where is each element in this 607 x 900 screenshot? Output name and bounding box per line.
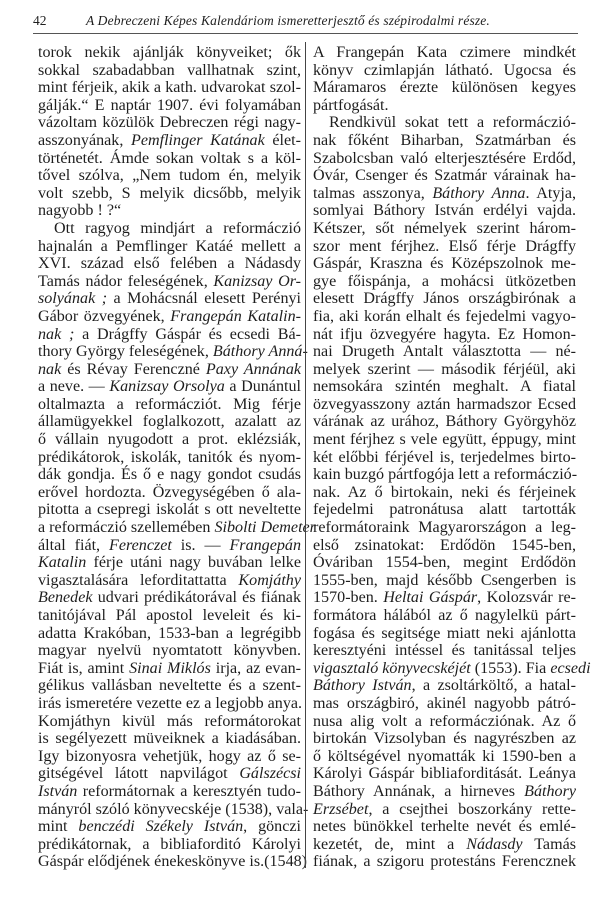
text-line — [38, 308, 301, 326]
text-line — [313, 343, 576, 361]
text-line — [38, 625, 301, 643]
text-line — [38, 343, 308, 361]
text-line — [313, 449, 576, 467]
text-run: által fiát, — [38, 536, 109, 554]
text-line — [313, 748, 576, 766]
text-line — [38, 326, 301, 344]
text-run: mint — [38, 818, 79, 836]
text-line — [313, 150, 576, 168]
text-run: asszonyának, — [38, 131, 132, 149]
text-run: 1555-ben, majd később Csengerben is — [313, 571, 576, 589]
italic-text-run: Ferenczet — [109, 536, 172, 554]
text-run: államügyekkel foglalkozott, azalatt az — [38, 413, 301, 431]
text-line — [313, 202, 576, 220]
text-run: thory György feleségének, — [38, 343, 213, 361]
text-run: özvegyasszony aztán harmadszor Ecsed — [313, 395, 576, 413]
text-line — [313, 519, 576, 537]
text-run: , a zsoltárköltő, a hatal- — [411, 677, 577, 695]
text-run: Tamás — [522, 835, 576, 853]
text-line — [313, 466, 576, 484]
text-run: vázoltam közülök Debreczen régi nagy- — [38, 114, 301, 132]
text-line — [38, 220, 301, 238]
text-line — [313, 167, 576, 185]
text-line — [38, 132, 301, 150]
text-line — [38, 853, 308, 871]
text-line — [313, 554, 576, 572]
text-line — [313, 326, 576, 344]
text-run: reformátoraink Magyarországon a leg- — [313, 519, 576, 537]
text-run: tővel szólva, „Nem tudom én, melyik — [38, 167, 301, 185]
text-line — [313, 431, 576, 449]
text-line — [313, 378, 576, 396]
text-line — [38, 660, 301, 678]
text-run: Rendkivül sokat tett a reformáczió- — [329, 114, 576, 132]
running-title: A Debreczeni Képes Kalendáriom ismeretterjesztő és szépirodalmi része. — [86, 13, 490, 28]
text-run: nai Drugeth Antalt választotta — né- — [313, 343, 576, 361]
text-line — [313, 695, 576, 713]
text-run: a Dunántul — [224, 378, 301, 396]
text-line — [313, 730, 576, 748]
text-line — [313, 132, 576, 150]
text-line — [38, 290, 301, 308]
italic-text-run: Pemflinger Katának — [131, 131, 265, 149]
text-line — [313, 659, 591, 678]
italic-text-run: benczédi Székely István — [78, 818, 244, 836]
italic-text-run: nak ; — [38, 325, 75, 343]
text-line — [313, 185, 576, 203]
text-line — [313, 677, 576, 695]
text-run: Károlyi Gáspár bibliaforditását. Leánya — [313, 765, 576, 783]
text-run: (1553). Fia — [470, 659, 551, 677]
text-run: Fiát is, amint — [38, 659, 130, 677]
text-run: melyek szerint — második férjéül, aki — [313, 360, 576, 378]
text-run: élet- — [264, 131, 301, 149]
text-run: magyar nyelvü nyomtatott könyvben. — [38, 642, 301, 660]
italic-text-run: Gálszécsi — [239, 765, 301, 783]
text-run: 1570-ben. — [313, 589, 384, 607]
text-line — [313, 484, 576, 502]
text-run: kain buzgó pártfogója lett a reformáczió- — [313, 466, 578, 484]
text-run: ment férjhez s vele együtt, éppugy, mint — [313, 431, 576, 449]
italic-text-run: Frangepán Katalin- — [170, 307, 301, 325]
text-run: irja, az evan- — [210, 659, 301, 677]
text-line — [38, 202, 301, 220]
text-run: elesett Drágffy János országbirónak a — [313, 290, 576, 308]
text-line — [313, 501, 576, 519]
text-line — [313, 273, 576, 291]
text-run: nak főként Biharban, Szatmárban és — [313, 131, 576, 149]
italic-text-run: Komjáthy — [238, 571, 301, 589]
italic-text-run: Katalin — [38, 554, 87, 572]
text-run: mint férjeik, akik a kath. udvarokat szol- — [38, 79, 301, 97]
italic-text-run: Kanizsay Orsolya — [109, 378, 225, 396]
text-line — [38, 44, 301, 62]
text-run: Máramaros érezte különösen kegyes — [313, 79, 576, 97]
text-line — [38, 378, 301, 396]
italic-text-run: Frangepán — [229, 536, 301, 554]
text-line — [313, 642, 576, 660]
text-run: netes bünökkel terhelte nevét és emlé- — [313, 818, 576, 836]
text-line — [38, 748, 301, 766]
text-run: ő vállain nyugodott a prot. eklézsiák, — [38, 431, 301, 449]
text-run: a Mohácsnál elesett Perényi — [107, 290, 302, 308]
text-run: vigasztalására leforditattatta — [38, 571, 239, 589]
text-line — [38, 501, 301, 519]
text-run: XVI. század első felében a Nádasdy — [38, 255, 301, 273]
text-run: pitotta a csepregi iskolát s ott neveltette — [38, 501, 301, 519]
right-text-column — [313, 44, 591, 871]
text-run: gitségével látott napvilágot — [38, 765, 240, 783]
page-number: 42 — [33, 13, 47, 28]
text-line — [38, 713, 301, 731]
text-line — [38, 695, 301, 713]
text-line — [38, 413, 301, 431]
text-line — [313, 255, 576, 273]
text-line — [38, 238, 301, 256]
text-run: gálják.“ E naptár 1907. évi folyamában — [38, 96, 301, 114]
text-run: a Drágffy Gáspár és ecsedi Bá- — [74, 325, 301, 343]
text-run: két előbbi férjével is, terjedelmes birto- — [313, 448, 576, 466]
text-run: mas országbiró, akinél nagyobb pátró- — [313, 694, 576, 712]
text-run: prédikátorok, iskolák, tanitók és nyom- — [38, 448, 301, 466]
text-run: tanitójával Pál apostol leveleit és ki- — [38, 607, 301, 624]
text-line — [313, 97, 576, 115]
text-run: mányról szóló könyvecskéje (1538), vala- — [38, 800, 309, 818]
text-run: a reformáczió szellemében — [38, 519, 215, 537]
text-line — [38, 519, 316, 537]
text-run: nak. Az ő birtokain, neki és férjeinek — [313, 483, 576, 501]
text-run: , a csejthei boszorkány rette- — [368, 800, 576, 818]
italic-text-run: Heltai Gáspár — [383, 589, 478, 607]
text-run: reformátornak a keresztyén tudo- — [77, 782, 301, 800]
text-run: férje utáni nagy buvában lelke — [86, 554, 301, 572]
text-line — [38, 677, 301, 695]
text-line — [38, 150, 301, 168]
text-line — [313, 801, 576, 819]
text-line — [313, 413, 576, 431]
text-run: ő költségével nyomatták ki 1590-ben a — [313, 747, 576, 765]
italic-text-run: nak — [38, 360, 62, 378]
text-line — [313, 572, 576, 590]
text-line — [38, 572, 301, 590]
italic-text-run: Báthory — [524, 782, 576, 800]
text-line — [313, 79, 576, 97]
text-line — [38, 185, 301, 203]
text-line — [313, 818, 576, 836]
text-run: gye főispánja, a mohácsi ütközetben — [313, 272, 576, 290]
text-run: sokkal szabadabban vallhatnak szint, — [38, 61, 301, 79]
text-line — [38, 730, 301, 748]
text-line — [313, 220, 576, 238]
text-run: szor ment férjhez. Első férje Drágffy — [313, 237, 576, 255]
text-line — [38, 589, 301, 607]
text-run: fogása és segitsége miatt neki ajánlotta — [313, 624, 576, 642]
italic-text-run: Báthory István — [313, 677, 412, 695]
text-line — [38, 537, 301, 555]
text-line — [38, 836, 301, 854]
text-run: hajnalán a Pemflinger Katáé mellett a — [38, 237, 301, 255]
text-line — [313, 44, 576, 62]
text-line — [38, 800, 309, 819]
text-run: A Frangepán Kata czimere mindkét — [313, 44, 576, 61]
text-line — [38, 765, 301, 783]
text-run: birtokán Vizsolyban és nagyrészben az — [313, 730, 576, 748]
text-line — [38, 114, 301, 132]
text-line — [38, 449, 301, 467]
text-line — [313, 713, 576, 731]
page-header — [33, 11, 578, 33]
italic-text-run: Paxy Annának — [205, 360, 302, 378]
italic-text-run: Báthory Anná- — [212, 343, 308, 361]
text-run: . Atyja, — [525, 184, 576, 202]
text-run: kezetét, de, mint a — [313, 835, 467, 853]
text-run: Gábor özvegyének, — [38, 307, 171, 325]
text-line — [38, 255, 301, 273]
text-run: Báthory Annának, a hirneves — [313, 782, 525, 800]
text-line — [313, 361, 576, 379]
italic-text-run: Benedek — [38, 589, 93, 607]
text-line — [313, 783, 576, 801]
italic-text-run: Erzsébet — [313, 800, 369, 818]
text-line — [313, 114, 576, 132]
text-run: Ott ragyog mindjárt a reformáczió — [54, 219, 301, 237]
text-run: Kétszer, sőt némelyek szerint három- — [313, 219, 576, 237]
text-run: udvari prédikátorával és fiának — [92, 589, 301, 607]
text-line — [313, 308, 576, 326]
text-line — [38, 642, 301, 660]
text-run: pártfogását. — [313, 96, 389, 114]
text-run: dák gondja. És ő e nagy gondot csudás — [38, 466, 301, 484]
text-run: irás ismeretére vezette ez a legjobb anya. — [38, 694, 303, 712]
text-line — [313, 625, 576, 643]
italic-text-run: Báthory Anna — [432, 184, 526, 202]
text-run: és Révay Ferenczné — [61, 360, 206, 378]
text-line — [38, 167, 301, 185]
text-line — [38, 273, 301, 291]
text-line — [38, 62, 301, 80]
text-run: formátora hálából az ő nagylelkü párt- — [313, 607, 576, 624]
text-line — [313, 537, 576, 555]
text-run: is. — — [171, 536, 230, 554]
text-line — [38, 607, 301, 625]
text-line — [38, 79, 301, 97]
text-run: a neve. — — [38, 378, 110, 396]
text-run: erővel hordozta. Özvegységében ő ala- — [38, 483, 301, 501]
text-line — [38, 431, 301, 449]
text-run: fia, aki korán elhalt és fejedelmi vagyo- — [313, 307, 576, 325]
text-run: könyv czimlapján látható. Ugocsa és — [313, 61, 576, 79]
text-run: talmas asszonya, — [313, 184, 433, 202]
text-line — [38, 361, 301, 379]
text-line — [313, 765, 576, 783]
italic-text-run: vigasztaló könyvecskéjét — [313, 659, 471, 677]
text-run: , gönczi — [243, 818, 301, 836]
text-line — [38, 554, 301, 572]
text-run: nusa alig volt a reformácziónak. Az ő — [313, 712, 576, 730]
text-run: első zsinatokat: Erdődön 1545-ben, — [313, 536, 576, 554]
text-line — [38, 97, 301, 115]
text-line — [313, 290, 576, 308]
text-line — [38, 818, 301, 836]
text-run: gélikus vallásban neveltette és a szent- — [38, 677, 301, 695]
text-run: várának az urához, Báthory Györgyhöz — [313, 413, 576, 431]
text-line — [313, 396, 576, 414]
header-rule — [33, 33, 578, 34]
text-line — [313, 836, 576, 854]
text-line — [313, 607, 576, 625]
text-run: volt szebb, S melyik dicsőbb, melyik — [38, 184, 301, 202]
italic-text-run: Kanizsay Or- — [213, 272, 301, 290]
text-run: Tamás nádor feleségének, — [38, 272, 214, 290]
text-run: oltalmazta a reformácziót. Mig férje — [38, 395, 301, 413]
italic-text-run: Nádasdy — [466, 835, 523, 853]
text-run: Óváriban 1554-ben, megint Erdődön — [313, 554, 576, 572]
text-line — [38, 466, 301, 484]
italic-text-run: István — [38, 782, 78, 800]
text-run: Szabolcsban való elterjesztésére Erdőd, — [313, 149, 576, 167]
text-line — [313, 589, 576, 607]
text-run: is segélyezett müveiknek a kiadásában. — [38, 730, 301, 748]
text-run: Komjáthyn kivül más reformátorokat — [38, 712, 301, 730]
text-line — [313, 853, 576, 871]
column-divider — [305, 42, 306, 868]
text-run: prédikátornak, a bibliaforditó Károlyi — [38, 835, 301, 853]
text-run: nagyobb ! ?“ — [38, 202, 122, 220]
text-run: torok nekik ajánlják könyveiket; ők — [38, 44, 301, 61]
text-run: somlyai Báthory István erdélyi vajda. — [313, 202, 576, 220]
italic-text-run: ecsedi — [550, 659, 591, 677]
text-run: Igy bizonyosra vehetjük, hogy az ő se- — [38, 747, 301, 765]
text-line — [38, 396, 301, 414]
text-run: fejedelmi patronátusa alatt tartották — [313, 501, 576, 519]
text-run: adatta Krakóban, 1533-ban a legrégibb — [38, 624, 301, 642]
text-line — [38, 783, 301, 801]
italic-text-run: Sinai Miklós — [129, 659, 211, 677]
text-run: nemsokára szintén meghalt. A fiatal — [313, 378, 576, 396]
text-line — [313, 238, 576, 256]
text-run: Gáspár elődjének énekeskönyve is.(1548) — [38, 853, 308, 871]
text-run: nát ifju özvegyére hagyta. Ez Homon- — [313, 325, 576, 343]
text-line — [38, 484, 301, 502]
text-line — [313, 62, 576, 80]
text-run: keresztyéni intéssel és tanitással teljes — [313, 642, 576, 660]
italic-text-run: solyának ; — [38, 290, 108, 308]
text-run: fiának, a szigoru protestáns Ferencznek — [313, 853, 576, 871]
italic-text-run: Sibolti Demeter — [214, 519, 316, 537]
text-run: Gáspár, Kraszna és Középszolnok me- — [313, 255, 576, 273]
text-run: , Kolozsvár re- — [477, 589, 576, 607]
text-run: Óvár, Csenger és Szatmár várainak ha- — [313, 167, 576, 185]
text-run: történetét. Ámde sokan voltak s a köl- — [38, 149, 301, 167]
left-text-column — [38, 44, 316, 871]
